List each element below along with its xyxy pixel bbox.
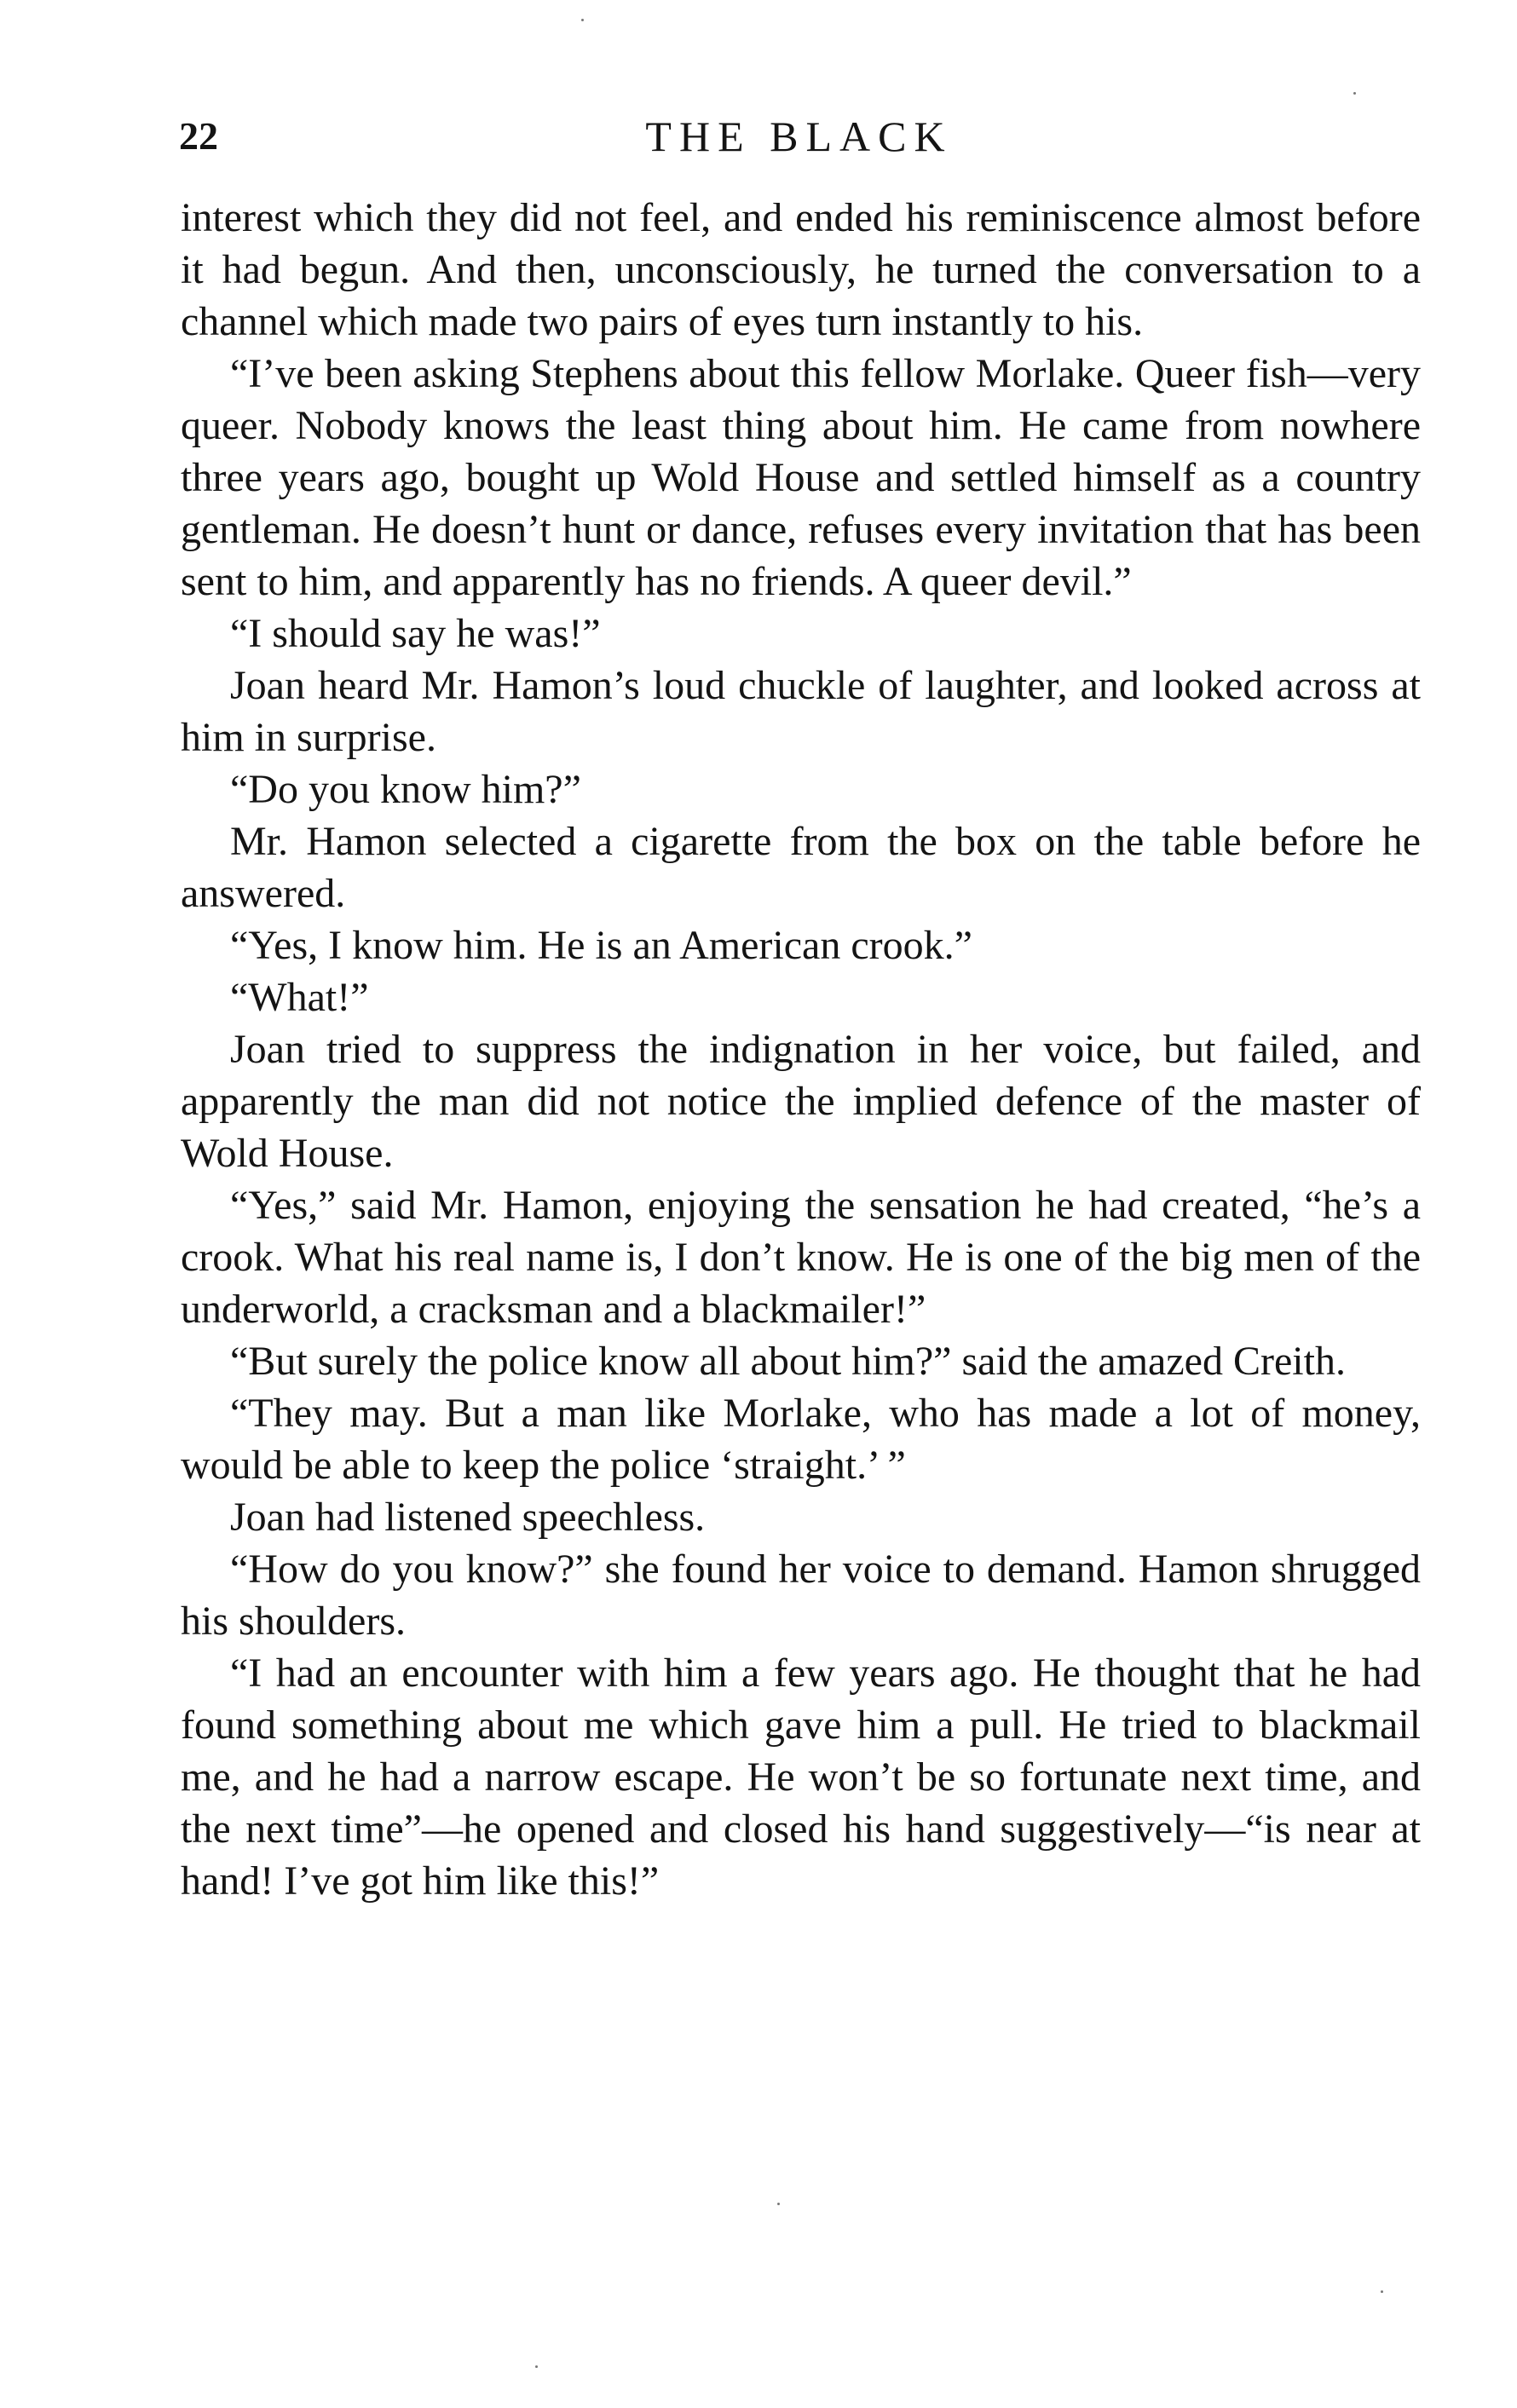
paragraph: “How do you know?” she found her voice to demand. Hamon shrugged his shoulders.	[181, 1547, 1421, 1644]
scan-speck	[1353, 92, 1356, 95]
paragraph: “Yes,” said Mr. Hamon, enjoying the sensation he had created, “he’s a crook. What his real name is, I don’t know. He is one of the big men of the underworld, a cracksman and a blackmailer!”	[181, 1183, 1421, 1332]
paragraph: “They may. But a man like Morlake, who has made a lot of money, would be able to keep the police ‘straight.’ ”	[181, 1391, 1421, 1488]
paragraph: Joan had listened speechless.	[230, 1495, 706, 1540]
paragraph: “I’ve been asking Stephens about this fellow Morlake. Queer fish—very queer. Nobody knows the least thing about him. He came from nowhere three years ago, bought up Wold House and settled himself as a country gentleman. He doesn’t hunt or dance, refuses every invitation that has been sent to him, and apparently has no friends. A queer devil.”	[181, 351, 1421, 604]
paragraph: “I should say he was!”	[230, 611, 601, 656]
scan-speck	[581, 19, 584, 21]
paragraph: “Yes, I know him. He is an American crook.”	[230, 923, 972, 968]
paragraph-continuation: interest which they did not feel, and ended his reminiscence almost before it had begun. And then, unconsciously, he turned the conversation to a channel which made two pairs of eyes turn instantly to his.	[181, 195, 1421, 344]
page-number: 22	[179, 114, 218, 158]
running-head	[179, 107, 1419, 166]
paragraph: “Do you know him?”	[230, 767, 581, 812]
scan-speck	[535, 2365, 538, 2368]
paragraph: Joan heard Mr. Hamon’s loud chuckle of laughter, and looked across at him in surprise.	[181, 663, 1421, 760]
paragraph: Joan tried to suppress the indignation in her voice, but failed, and apparently the man did not notice the implied defence of the master of Wold House.	[181, 1027, 1421, 1176]
paragraph: “But surely the police know all about him?” said the amazed Creith.	[230, 1339, 1346, 1384]
scan-speck	[777, 2203, 780, 2205]
paragraph: Mr. Hamon selected a cigarette from the box on the table before he answered.	[181, 819, 1421, 916]
paragraph: “I had an encounter with him a few years ago. He thought that he had found something about me which gave him a pull. He tried to blackmail me, and he had a narrow escape. He won’t be so fortunate next time, and the next time”—he opened and closed his hand suggestively—“is near at hand! I’ve got him like this!”	[181, 1650, 1421, 1904]
paragraph: “What!”	[230, 975, 369, 1020]
body-text	[181, 192, 1421, 1907]
scan-speck	[1381, 2290, 1383, 2293]
running-title: THE BLACK	[645, 112, 953, 160]
